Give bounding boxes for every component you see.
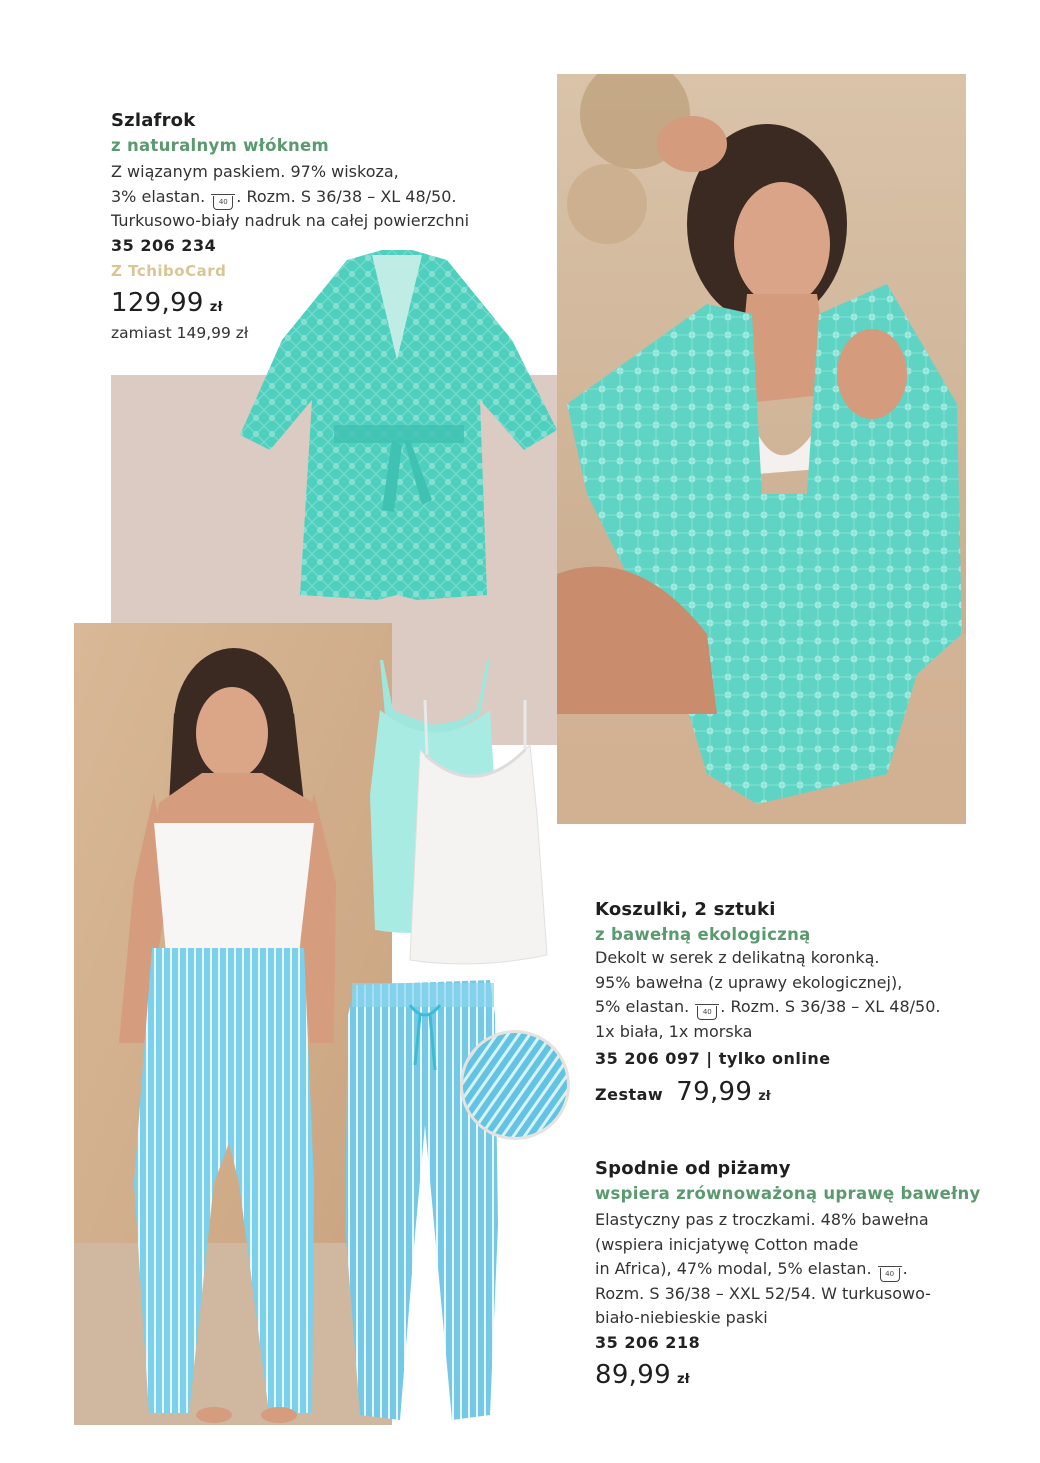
robe-desc-line: Turkusowo-biały nadruk na całej powierzchni [111, 211, 470, 230]
pants-description [595, 1208, 1015, 1331]
pants-product-image [340, 975, 500, 1425]
pants-desc-line: biało-niebieskie paski [595, 1308, 768, 1327]
pants-desc-line: in Africa), 47% modal, 5% elastan. 40 . [595, 1257, 1015, 1282]
tops-description [595, 946, 995, 1044]
pants-price: 89,99 zł [595, 1360, 690, 1390]
tops-title: Koszulki, 2 sztuki [595, 899, 776, 920]
wash-40-icon: 40 [213, 196, 233, 210]
tops-desc-line: Dekolt w serek z delikatną koronką. [595, 948, 880, 967]
set-label: Zestaw [595, 1085, 664, 1104]
robe-description [111, 160, 531, 234]
pants-desc-line: (wspiera inicjatywę Cotton made [595, 1234, 859, 1254]
tops-desc-line: 95% bawełna (z uprawy ekologicznej), [595, 972, 903, 992]
robe-model-photo [557, 74, 966, 824]
tops-product-code: 35 206 097 | tylko online [595, 1049, 831, 1068]
tops-price: Zestaw 79,99 zł [595, 1077, 771, 1107]
robe-subtitle: z naturalnym włóknem [111, 136, 330, 155]
pants-desc-line: Rozm. S 36/38 – XXL 52/54. W turkusowo- [595, 1283, 931, 1303]
pants-title: Spodnie od piżamy [595, 1158, 791, 1179]
pants-subtitle: wspiera zrównoważoną uprawę bawełny [595, 1184, 981, 1203]
robe-product-code: 35 206 234 [111, 236, 217, 255]
tchibocard-label: Z TchiboCard [111, 262, 227, 280]
robe-product-image [232, 250, 562, 610]
robe-price: 129,99 zł [111, 288, 223, 318]
wash-40-icon: 40 [697, 1006, 717, 1020]
robe-title: Szlafrok [111, 110, 196, 131]
wash-40-icon: 40 [880, 1268, 900, 1282]
pants-product-code: 35 206 218 [595, 1333, 701, 1352]
pants-desc-line: Elastyczny pas z troczkami. 48% bawełna [595, 1210, 929, 1229]
tops-desc-line: 1x biała, 1x morska [595, 1021, 753, 1041]
robe-desc-line: Z wiązanym paskiem. 97% wiskoza, [111, 162, 399, 181]
robe-desc-line: 3% elastan. 40 . Rozm. S 36/38 – XL 48/50. [111, 185, 531, 210]
tops-desc-line: 5% elastan. 40 . Rozm. S 36/38 – XL 48/50. [595, 995, 995, 1020]
camisoles-product-image [365, 655, 555, 965]
fabric-detail-circle [460, 1030, 570, 1140]
tops-subtitle: z bawełną ekologiczną [595, 925, 811, 944]
robe-old-price: zamiast 149,99 zł [111, 324, 249, 342]
